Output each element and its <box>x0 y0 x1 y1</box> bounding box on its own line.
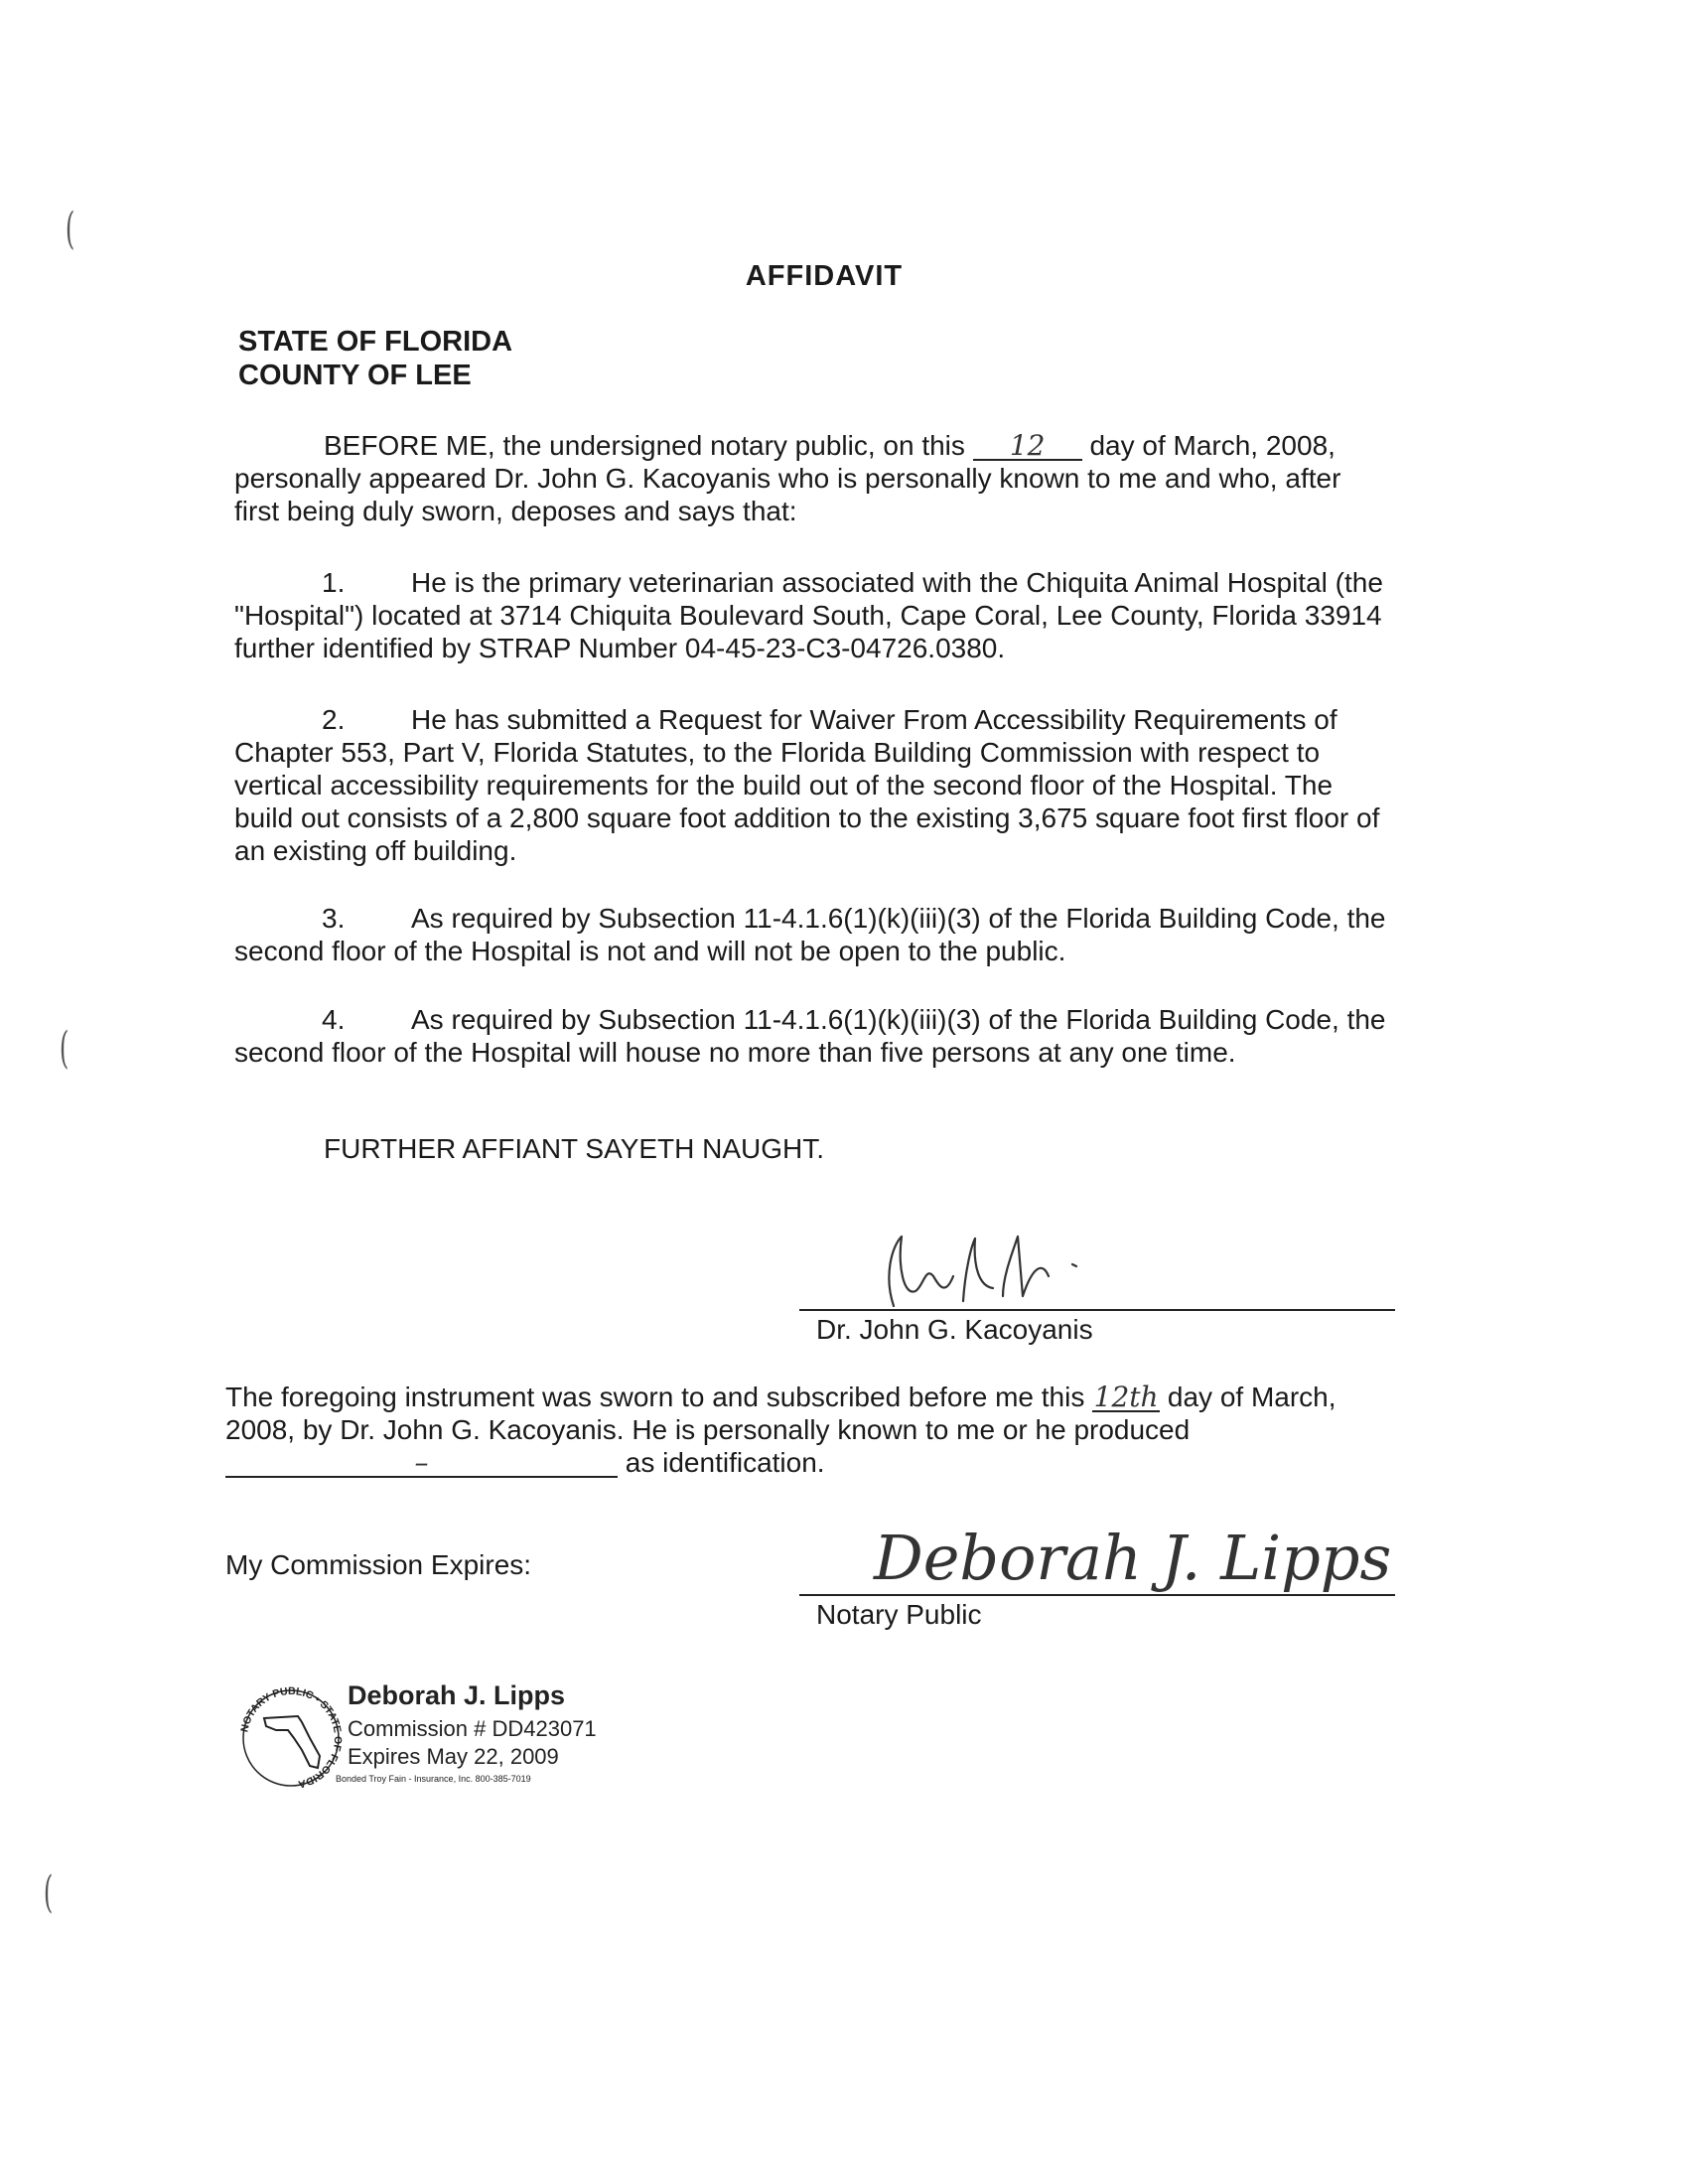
intro-day-blank: 12 <box>973 433 1082 461</box>
affiant-signature-line <box>799 1309 1395 1311</box>
notary-public-label: Notary Public <box>816 1599 982 1630</box>
county-heading: COUNTY OF LEE <box>238 360 472 391</box>
jurat-text-before: The foregoing instrument was sworn to and subscribed before me this <box>225 1382 1085 1412</box>
item-2 <box>234 703 1386 867</box>
intro-text-after: day of March, 2008, personally appeared Dr. John G. Kacoyanis who is personally known to me and who, after first being duly sworn, deposes and says that: <box>234 430 1341 526</box>
jurat-text-after: as identification. <box>625 1447 825 1478</box>
notary-seal <box>236 1678 346 1798</box>
affiant-signature <box>854 1217 1172 1316</box>
item-text: He has submitted a Request for Waiver From Accessibility Requirements of Chapter 553, Part V, Florida Statutes, to the Florida Building Commission with respect to vertical accessibility requirements for the build out of the second floor of the Hospital. The build out consists of a 2,800 square foot addition to the existing 3,675 square foot first floor of an existing off building. <box>234 704 1380 866</box>
notary-signature-line <box>799 1594 1395 1596</box>
intro-paragraph <box>234 429 1386 527</box>
item-1 <box>234 566 1386 664</box>
notary-signature <box>864 1505 1392 1614</box>
jurat-text-mid: day of March, 2008, by Dr. John G. Kacoyanis. He is personally known to me or he produced <box>225 1382 1336 1445</box>
margin-mark: ( <box>43 1867 54 1918</box>
item-number: 4. <box>322 1004 346 1035</box>
notary-stamp <box>236 1678 643 1808</box>
item-text: He is the primary veterinarian associated with the Chiquita Animal Hospital (the "Hospital") located at 3714 Chiquita Boulevard South, Cape Coral, Lee County, Florida 33914 further identified by STRAP Number 04-45-23-C3-04726.0380. <box>234 567 1383 663</box>
item-4 <box>234 1003 1386 1069</box>
closing-text: FURTHER AFFIANT SAYETH NAUGHT. <box>324 1133 825 1164</box>
item-number: 3. <box>322 903 346 934</box>
item-text: As required by Subsection 11-4.1.6(1)(k)(iii)(3) of the Florida Building Code, the second floor of the Hospital will house no more than five persons at any one time. <box>234 1004 1386 1068</box>
commission-expires-label: My Commission Expires: <box>225 1549 532 1580</box>
item-number: 2. <box>322 704 346 735</box>
identification-blank: – <box>225 1450 618 1478</box>
jurat-paragraph <box>225 1381 1392 1479</box>
state-heading: STATE OF FLORIDA <box>238 326 513 358</box>
item-number: 1. <box>322 567 346 598</box>
item-text: As required by Subsection 11-4.1.6(1)(k)(iii)(3) of the Florida Building Code, the second floor of the Hospital is not and will not be open to the public. <box>234 903 1386 966</box>
jurat-day-blank: 12th <box>1093 1381 1159 1413</box>
seal-ring-text: NOTARY PUBLIC • STATE OF FLORIDA <box>238 1684 345 1791</box>
item-3 <box>234 902 1386 967</box>
margin-mark: ( <box>65 204 75 254</box>
closing-statement <box>234 1132 1386 1165</box>
seal-expiration: Expires May 22, 2009 <box>348 1744 559 1769</box>
intro-text-before: BEFORE ME, the undersigned notary public, on this <box>324 430 965 461</box>
seal-commission-number: Commission # DD423071 <box>348 1716 597 1741</box>
notary-signature-text: Deborah J. Lipps <box>874 1522 1392 1594</box>
florida-outline-icon <box>264 1716 320 1768</box>
seal-bonded-text: Bonded Troy Fain - Insurance, Inc. 800-385-7019 <box>336 1774 531 1784</box>
margin-mark: ( <box>59 1023 70 1074</box>
affiant-name: Dr. John G. Kacoyanis <box>816 1314 1093 1345</box>
seal-notary-name: Deborah J. Lipps <box>348 1680 566 1710</box>
document-title: AFFIDAVIT <box>745 260 904 292</box>
